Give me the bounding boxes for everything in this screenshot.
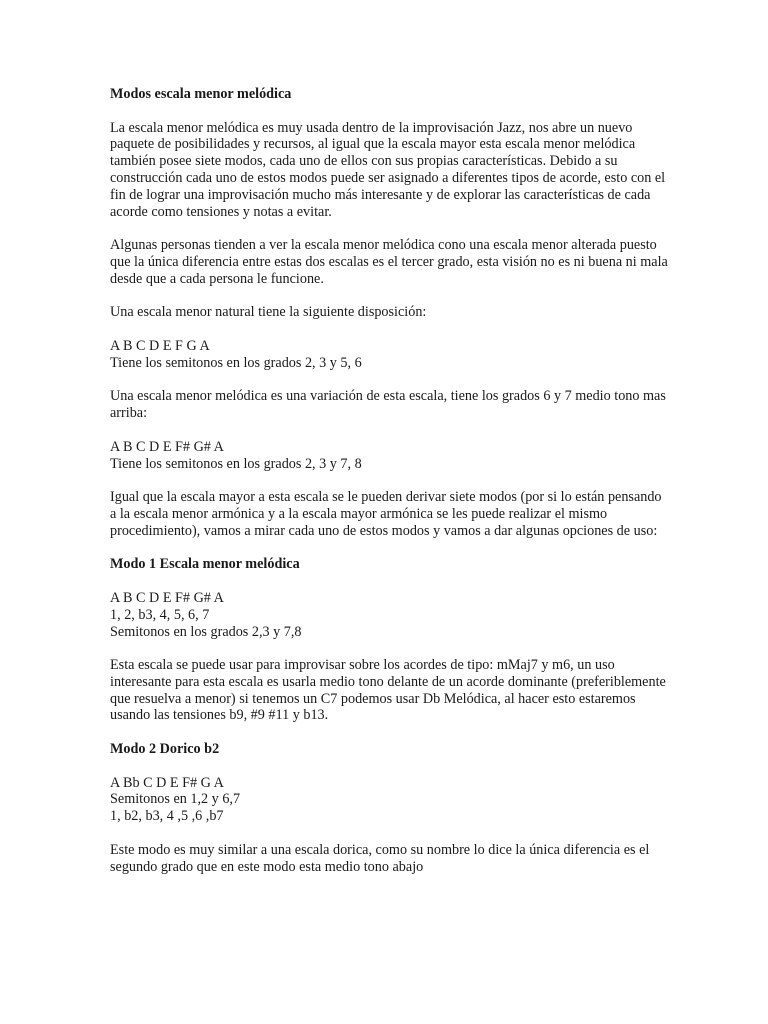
natural-scale-block: [110, 338, 670, 372]
modes-intro-paragraph: Igual que la escala mayor a esta escala se le pueden derivar siete modos (por si lo están pensando a la escala menor armónica y a la escala mayor armónica se les puede realizar el mismo procedimiento), vamos a mirar cada uno de estos modos y vamos a dar algunas opciones de uso:: [110, 489, 662, 539]
mode2-notes: A Bb C D E F# G A: [110, 774, 224, 791]
mode2-semitones: Semitonos en 1,2 y 6,7: [110, 791, 241, 808]
intro-paragraph-3: Una escala menor natural tiene la siguiente disposición:: [110, 304, 427, 321]
mode2-description: Este modo es muy similar a una escala dorica, como su nombre lo dice la única diferencia es el segundo grado que en este modo esta medio tono abajo: [110, 841, 650, 875]
melodic-scale-notes: A B C D E F# G# A: [110, 438, 224, 455]
intro-paragraph-1: La escala menor melódica es muy usada dentro de la improvisación Jazz, nos abre un nuevo paquete de posibilidades y recursos, al igual que la escala mayor esta escala menor melódica también posee siete modos, cada uno de ellos con sus propias características. Debido a su construcción cada uno de estos modos puede ser asignado a diferentes tipos de acorde, esto con el fin de lograr una improvisación mucho más interesante y de explorar las características de cada acorde como tensiones y notas a evitar.: [110, 119, 666, 220]
mode2-heading: Modo 2 Dorico b2: [110, 741, 220, 758]
melodic-scale-block: [110, 439, 670, 473]
document-body: [110, 86, 670, 892]
mode1-semitones: Semitonos en los grados 2,3 y 7,8: [110, 623, 302, 640]
melodic-intro-paragraph: Una escala menor melódica es una variación de esta escala, tiene los grados 6 y 7 medio tono mas arriba:: [110, 388, 666, 422]
mode1-degrees: 1, 2, b3, 4, 5, 6, 7: [110, 606, 210, 623]
intro-paragraph-2: Algunas personas tienden a ver la escala menor melódica cono una escala menor alterada puesto que la única diferencia entre estas dos escalas es el tercer grado, esta visión no es ni buena ni mala desde que a cada persona le funcione.: [110, 237, 668, 287]
mode1-block: [110, 590, 670, 640]
mode1-notes: A B C D E F# G# A: [110, 589, 224, 606]
mode1-heading: Modo 1 Escala menor melódica: [110, 556, 300, 573]
natural-scale-notes: A B C D E F G A: [110, 337, 210, 354]
mode2-degrees: 1, b2, b3, 4 ,5 ,6 ,b7: [110, 808, 224, 825]
document-title: Modos escala menor melódica: [110, 86, 292, 102]
mode1-description: Esta escala se puede usar para improvisar sobre los acordes de tipo: mMaj7 y m6, un uso interesante para esta escala es usarla medio tono delante de un acorde dominante (preferiblemente que resuelva a menor) si tenemos un C7 podemos usar Db Melódica, al hacer esto estaremos usando las tensiones b9, #9 #11 y b13.: [110, 657, 666, 724]
natural-scale-semitones: Tiene los semitonos en los grados 2, 3 y 5, 6: [110, 354, 362, 371]
melodic-scale-semitones: Tiene los semitonos en los grados 2, 3 y 7, 8: [110, 455, 362, 472]
mode2-block: [110, 775, 670, 825]
